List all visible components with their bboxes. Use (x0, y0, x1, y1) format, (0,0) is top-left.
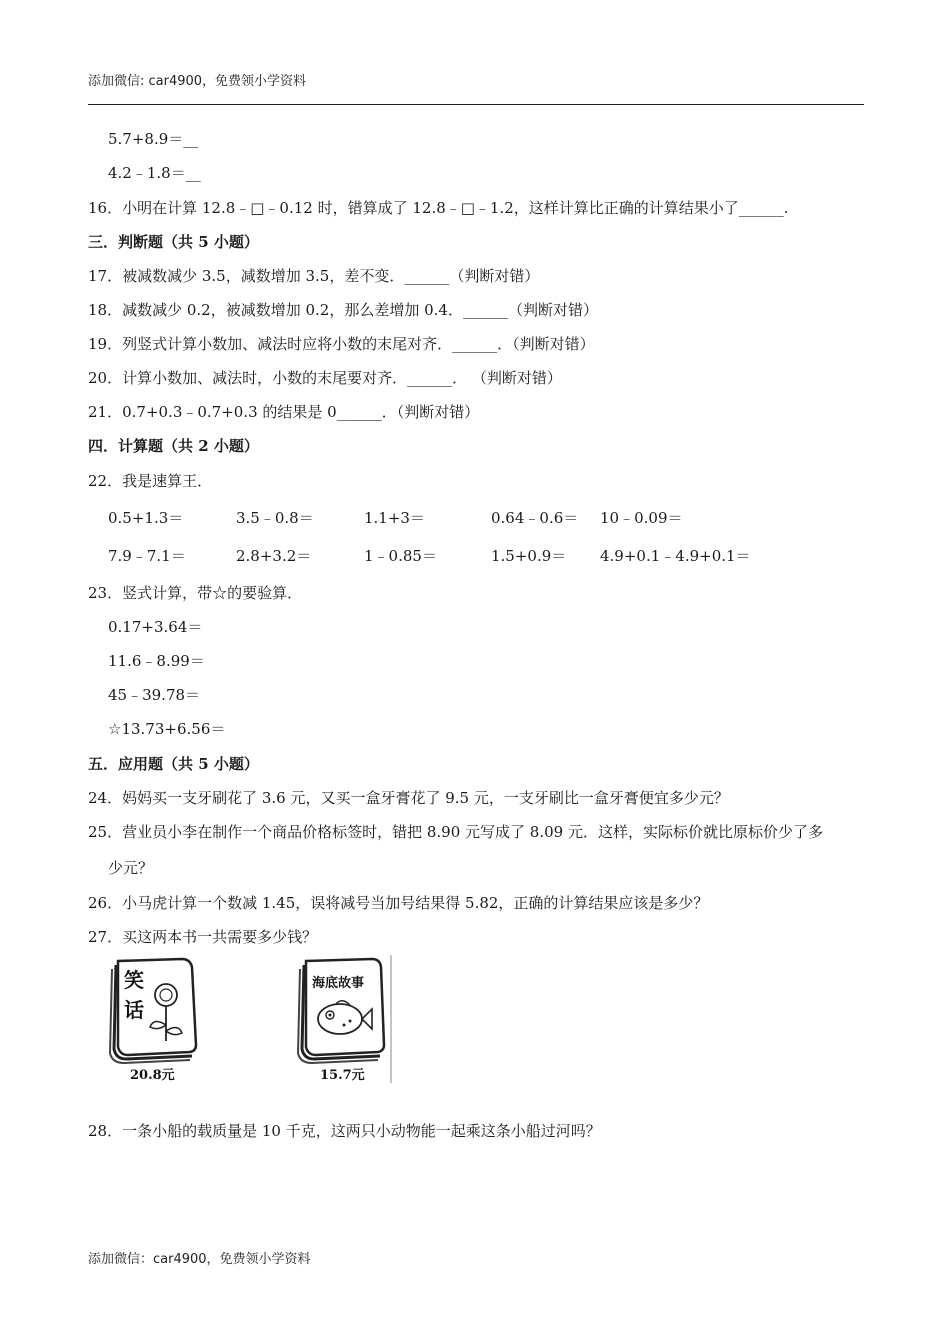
book-joke-icon (110, 959, 196, 1063)
speed-item: 1﹣0.85＝ (364, 547, 437, 565)
question-28: 28．一条小船的载质量是 10 千克，这两只小动物能一起乘这条小船过河吗？ (88, 1122, 601, 1140)
section-title-3: 三．判断题（共 5 小题） (88, 233, 259, 251)
section-title-5: 五．应用题（共 5 小题） (88, 755, 259, 773)
question-17: 17．被减数减少 3.5，减数增加 3.5，差不变．______（判断对错） (88, 267, 540, 285)
book2-title: 海底故事 (312, 976, 365, 991)
question-19: 19．列竖式计算小数加、减法时应将小数的末尾对齐．______．（判断对错） (88, 335, 595, 353)
book1-title-char1: 笑 (124, 968, 144, 992)
question-24: 24．妈妈买一支牙刷花了 3.6 元，又买一盒牙膏花了 9.5 元，一支牙刷比一盒牙膏便宜多少元？ (88, 789, 729, 807)
question-23: 23．竖式计算，带☆的要验算． (88, 584, 303, 602)
book-ocean-story-icon (298, 959, 384, 1063)
books-illustration (104, 955, 394, 1085)
speed-item: 7.9﹣7.1＝ (108, 547, 186, 565)
question-25-continued: 少元？ (108, 859, 154, 877)
speed-item: 1.1+3＝ (364, 509, 425, 527)
page-header: 添加微信: car4900，免费领小学资料 (88, 74, 307, 89)
speed-item: 0.5+1.3＝ (108, 509, 184, 527)
equation-line: 5.7+8.9＝__ (108, 130, 199, 148)
header-divider (88, 104, 864, 105)
vertical-calc-item: ☆13.73+6.56＝ (108, 720, 226, 738)
book2-price: 15.7元 (320, 1068, 365, 1083)
question-20: 20．计算小数加、减法时，小数的末尾要对齐．______． （判断对错） (88, 369, 562, 387)
question-26: 26．小马虎计算一个数减 1.45，误将减号当加号结果得 5.82，正确的计算结果应该是多少？ (88, 894, 709, 912)
equation-line: 4.2﹣1.8＝__ (108, 164, 201, 182)
question-21: 21．0.7+0.3﹣0.7+0.3 的结果是 0______．（判断对错） (88, 403, 480, 421)
question-18: 18．减数减少 0.2，被减数增加 0.2，那么差增加 0.4．______（判断对错） (88, 301, 598, 319)
question-16: 16．小明在计算 12.8﹣□﹣0.12 时，错算成了 12.8﹣□﹣1.2，这样计算比正确的计算结果小了______. (88, 199, 789, 217)
question-25: 25．营业员小李在制作一个商品价格标签时，错把 8.90 元写成了 8.09 元．这样，实际标价就比原标价少了多 (88, 823, 823, 841)
section-title-4: 四．计算题（共 2 小题） (88, 437, 259, 455)
speed-item: 1.5+0.9＝ (491, 547, 567, 565)
book1-price: 20.8元 (130, 1068, 175, 1083)
speed-item: 3.5﹣0.8＝ (236, 509, 314, 527)
page-footer: 添加微信：car4900，免费领小学资料 (88, 1252, 311, 1267)
speed-item: 4.9+0.1﹣4.9+0.1＝ (600, 547, 751, 565)
speed-item: 2.8+3.2＝ (236, 547, 312, 565)
vertical-calc-item: 0.17+3.64＝ (108, 618, 203, 636)
speed-item: 0.64﹣0.6＝ (491, 509, 579, 527)
book1-title-char2: 话 (124, 998, 144, 1022)
question-22: 22．我是速算王． (88, 472, 213, 490)
vertical-calc-item: 11.6﹣8.99＝ (108, 652, 205, 670)
vertical-calc-item: 45﹣39.78＝ (108, 686, 201, 704)
speed-item: 10﹣0.09＝ (600, 509, 683, 527)
question-27: 27．买这两本书一共需要多少钱？ (88, 928, 318, 946)
